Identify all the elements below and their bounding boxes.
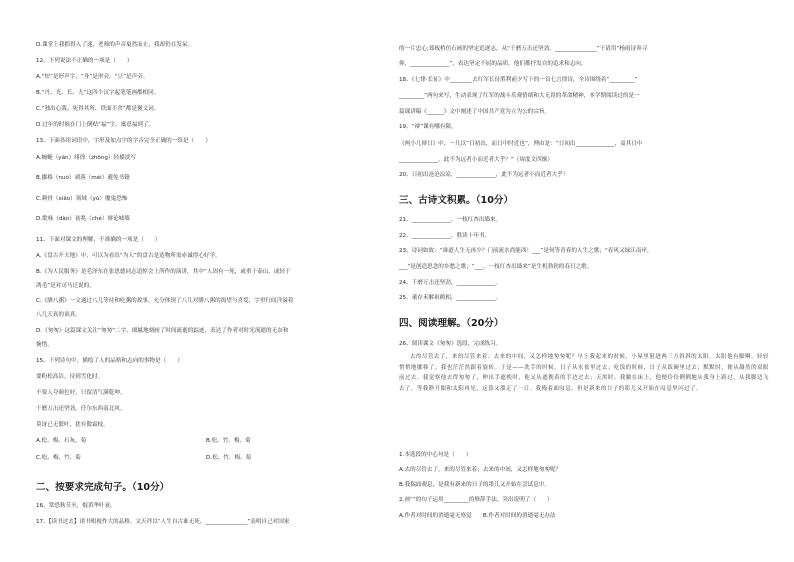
question-line: C.刺骨（xiāo）领域（yù）魔鬼恐怖 xyxy=(36,196,128,202)
question-line: D.过年的时候在门上倒贴“福”字，寓意福到了。 xyxy=(36,122,155,128)
question-line: 21、______________，一枝红杏出墙来。 xyxy=(399,217,502,223)
question-line: 17、【读书过去】诸书相视作大的品格。文天祥以“人生自古谁无死，_______________”表明自己对国家 xyxy=(36,519,290,525)
question-line: 2.画“”的句子运用_________的修辞手法，突出说明了（ ） xyxy=(399,497,553,503)
reading-passage: 去的尽管去了，来的尽管来着；去来的中间，又怎样地匆匆呢？早上我起来的时候，小屋里射进两三方斜斜的太阳。太阳他有脚啊，轻轻悄悄地挪移了；我也茫茫然跟着旋转。于是——洗手的时候，日子从水盆里过去；吃饭的时候，日子从饭碗里过去；默默时，便从凝然的双眼前过去。我觉察他去得匆匆了，伸出手遮挽时，他又从遮挽着的手边过去；天黑时，我躺在床上，他便伶伶俐俐地从我身上跨过，从我脚边飞去了。等我睁开眼和太阳再见，这算又溜走了一日。我掩着面叹息。但是新来的日子的影儿又开始在叹息里闪过了。 xyxy=(399,354,769,392)
question-line: 《两小儿辩日》中，一儿以“日初出，而日中时近也”，理由是：“日初出______________，及其日中 xyxy=(399,141,643,147)
question-line: 的一片忠心;郑板桥仿石画的坚定追逐志，从“千磨万击还坚劲，_______________”干请用“杨雨诗奔寻 xyxy=(399,46,648,52)
question-line: A.“短”是形声字，“身”是形旁，“豆”是声旁。 xyxy=(36,74,149,80)
question-line: 惋惜。 xyxy=(36,342,53,348)
question-line: 仰，______________”，表达坚定不屈的品质。他们都抒发自的追求和志向。 xyxy=(399,61,587,67)
question-line: ______________，此不为远者小而近者大乎？”（周度文四渐） xyxy=(399,157,553,163)
section-4-title: 四、阅读理解。（20分） xyxy=(399,318,504,329)
option-line: D.松、竹、梅、菊 xyxy=(206,455,252,461)
question-line: B.“丹、光、长、九”这四个汉字起笔笔画都相同。 xyxy=(36,90,160,96)
question-line: B.我揣面观息，是我有新来的日子的墨儿又开始在尝试息中。 xyxy=(399,482,551,488)
question-line: 1.本选段的中心句是（ ） xyxy=(399,452,472,458)
question-line: 26、阅读课文《匆匆》选段，完成练习。 xyxy=(399,341,502,347)
question-line: 篇课讲稿《______》文中阐述了中国共产党为立为公的宗旨。 xyxy=(399,109,551,115)
question-line: 18、《七律·长征》中________去红军长征胜利前夕写下的一首七言律诗，全诗围绕着“_________” xyxy=(399,77,638,83)
question-line: 20、日初出沧沧凉凉，______________，此不为远者小而近者大乎！ xyxy=(399,172,569,178)
question-line: 15、下列诗句中，描绘了人的品格和志向的事物是（ ） xyxy=(36,358,183,364)
question-line: C.松、梅、竹、菊 xyxy=(36,455,81,461)
question-line: C.《腊八粥》一文通过八儿等待和吃粥的故事，充分体现了八儿对腊八粥的渴望与喜爱，字里行间洋溢着 xyxy=(36,298,294,304)
section-2-title: 二、按要求完成句子。（10分） xyxy=(36,482,170,493)
question-line: ___”是创造思念的乡愁之歌；“___，一枝红杏出墙来”是生机勃勃的春日之歌。 xyxy=(399,264,593,270)
section-3-title: 三、古诗文积累。（10分） xyxy=(399,195,514,206)
question-line: 八儿天真的童真。 xyxy=(36,312,81,318)
question-line: 13、下面各组词语中，字形及加点字的字音完全正确的一组是（ ） xyxy=(36,138,211,144)
question-line: A.《盘古开天地》中，可以为看出“为人”的盘古是造物所需赤诚得心好学。 xyxy=(36,253,221,259)
question-line: 12、下列说法不正确的一项是（ ） xyxy=(36,58,133,64)
question-line: A.蜿蜒（yán）绯徐（zhōng）轻描淡写 xyxy=(36,155,136,161)
question-line: 鸿毛”是对司马迁说的。 xyxy=(36,283,95,289)
question-line: D.歌咏（dàn）初兆（chè）辩论城墙 xyxy=(36,216,130,222)
option-line: B.松、竹、梅、菊 xyxy=(206,438,251,444)
question-line: 23、诗词如故：“谁道人生无再少？门前流水尚能西！___”是何等青春的人生之歌；“春风又绿江南岸， xyxy=(399,248,653,254)
question-line: D.课堂上我抓得入了迷，老师的声音戛然而止，我却仍在发呆。 xyxy=(36,42,194,48)
question-line: 11、下面对课文的理解，不准确的一项是（ ） xyxy=(36,237,161,243)
question-line: 千磨万击还坚劲，任尔东西南北风。 xyxy=(36,406,126,412)
question-line: _________”两句来写，生动表现了红军的战斗乐观情绪和大无畏的革命精神，本学期阅读过的是一 xyxy=(399,93,640,99)
question-line: 22、______________，胜读十年书。 xyxy=(399,233,491,239)
question-line: 25、董存禾解祖鹤相，______________。 xyxy=(399,295,502,301)
question-line: 莫讶已无繁叶，犹有傲霜枝。 xyxy=(36,422,109,428)
question-line: 24、千磨万击还坚劲，______________。 xyxy=(399,280,502,286)
question-line: D.《匆匆》这篇课文关注“匆匆”二字，细腻地刻画了时间流逝的踪迹，表达了作者对时光流逝的无奈和 xyxy=(36,328,289,334)
question-line: A.松、梅、石灰、菊 xyxy=(36,438,87,444)
question-line: B.《为人民服务》是毛泽东在张思德同志追悼会上所作的演讲，其中“人固有一死，或重于泰山，或轻于 xyxy=(36,269,291,275)
question-line: B.挪移（nuó）剥落（méi）避免书籍 xyxy=(36,175,130,181)
question-line: A.去的尽管去了，来的尽管来着；去来的中间，又怎样地匆匆呢？ xyxy=(399,467,562,473)
question-line: 要粉松高洁，待到雪化时。 xyxy=(36,374,104,380)
question-line: A.作者对时间的消逝毫无察觉 B.作者对时间的消逝毫无办法 xyxy=(399,513,556,519)
question-line: C.“独出心裁、死得其所、铁面不舍”都是褒义词。 xyxy=(36,106,160,112)
question-line: 19、“辩”课有哪有限。 xyxy=(399,124,457,130)
question-line: 16、常恐秋节至，焜黄华叶衰。 xyxy=(36,503,116,509)
question-line: 不要人夸颜色好，只留清气满乾坤。 xyxy=(36,390,126,396)
